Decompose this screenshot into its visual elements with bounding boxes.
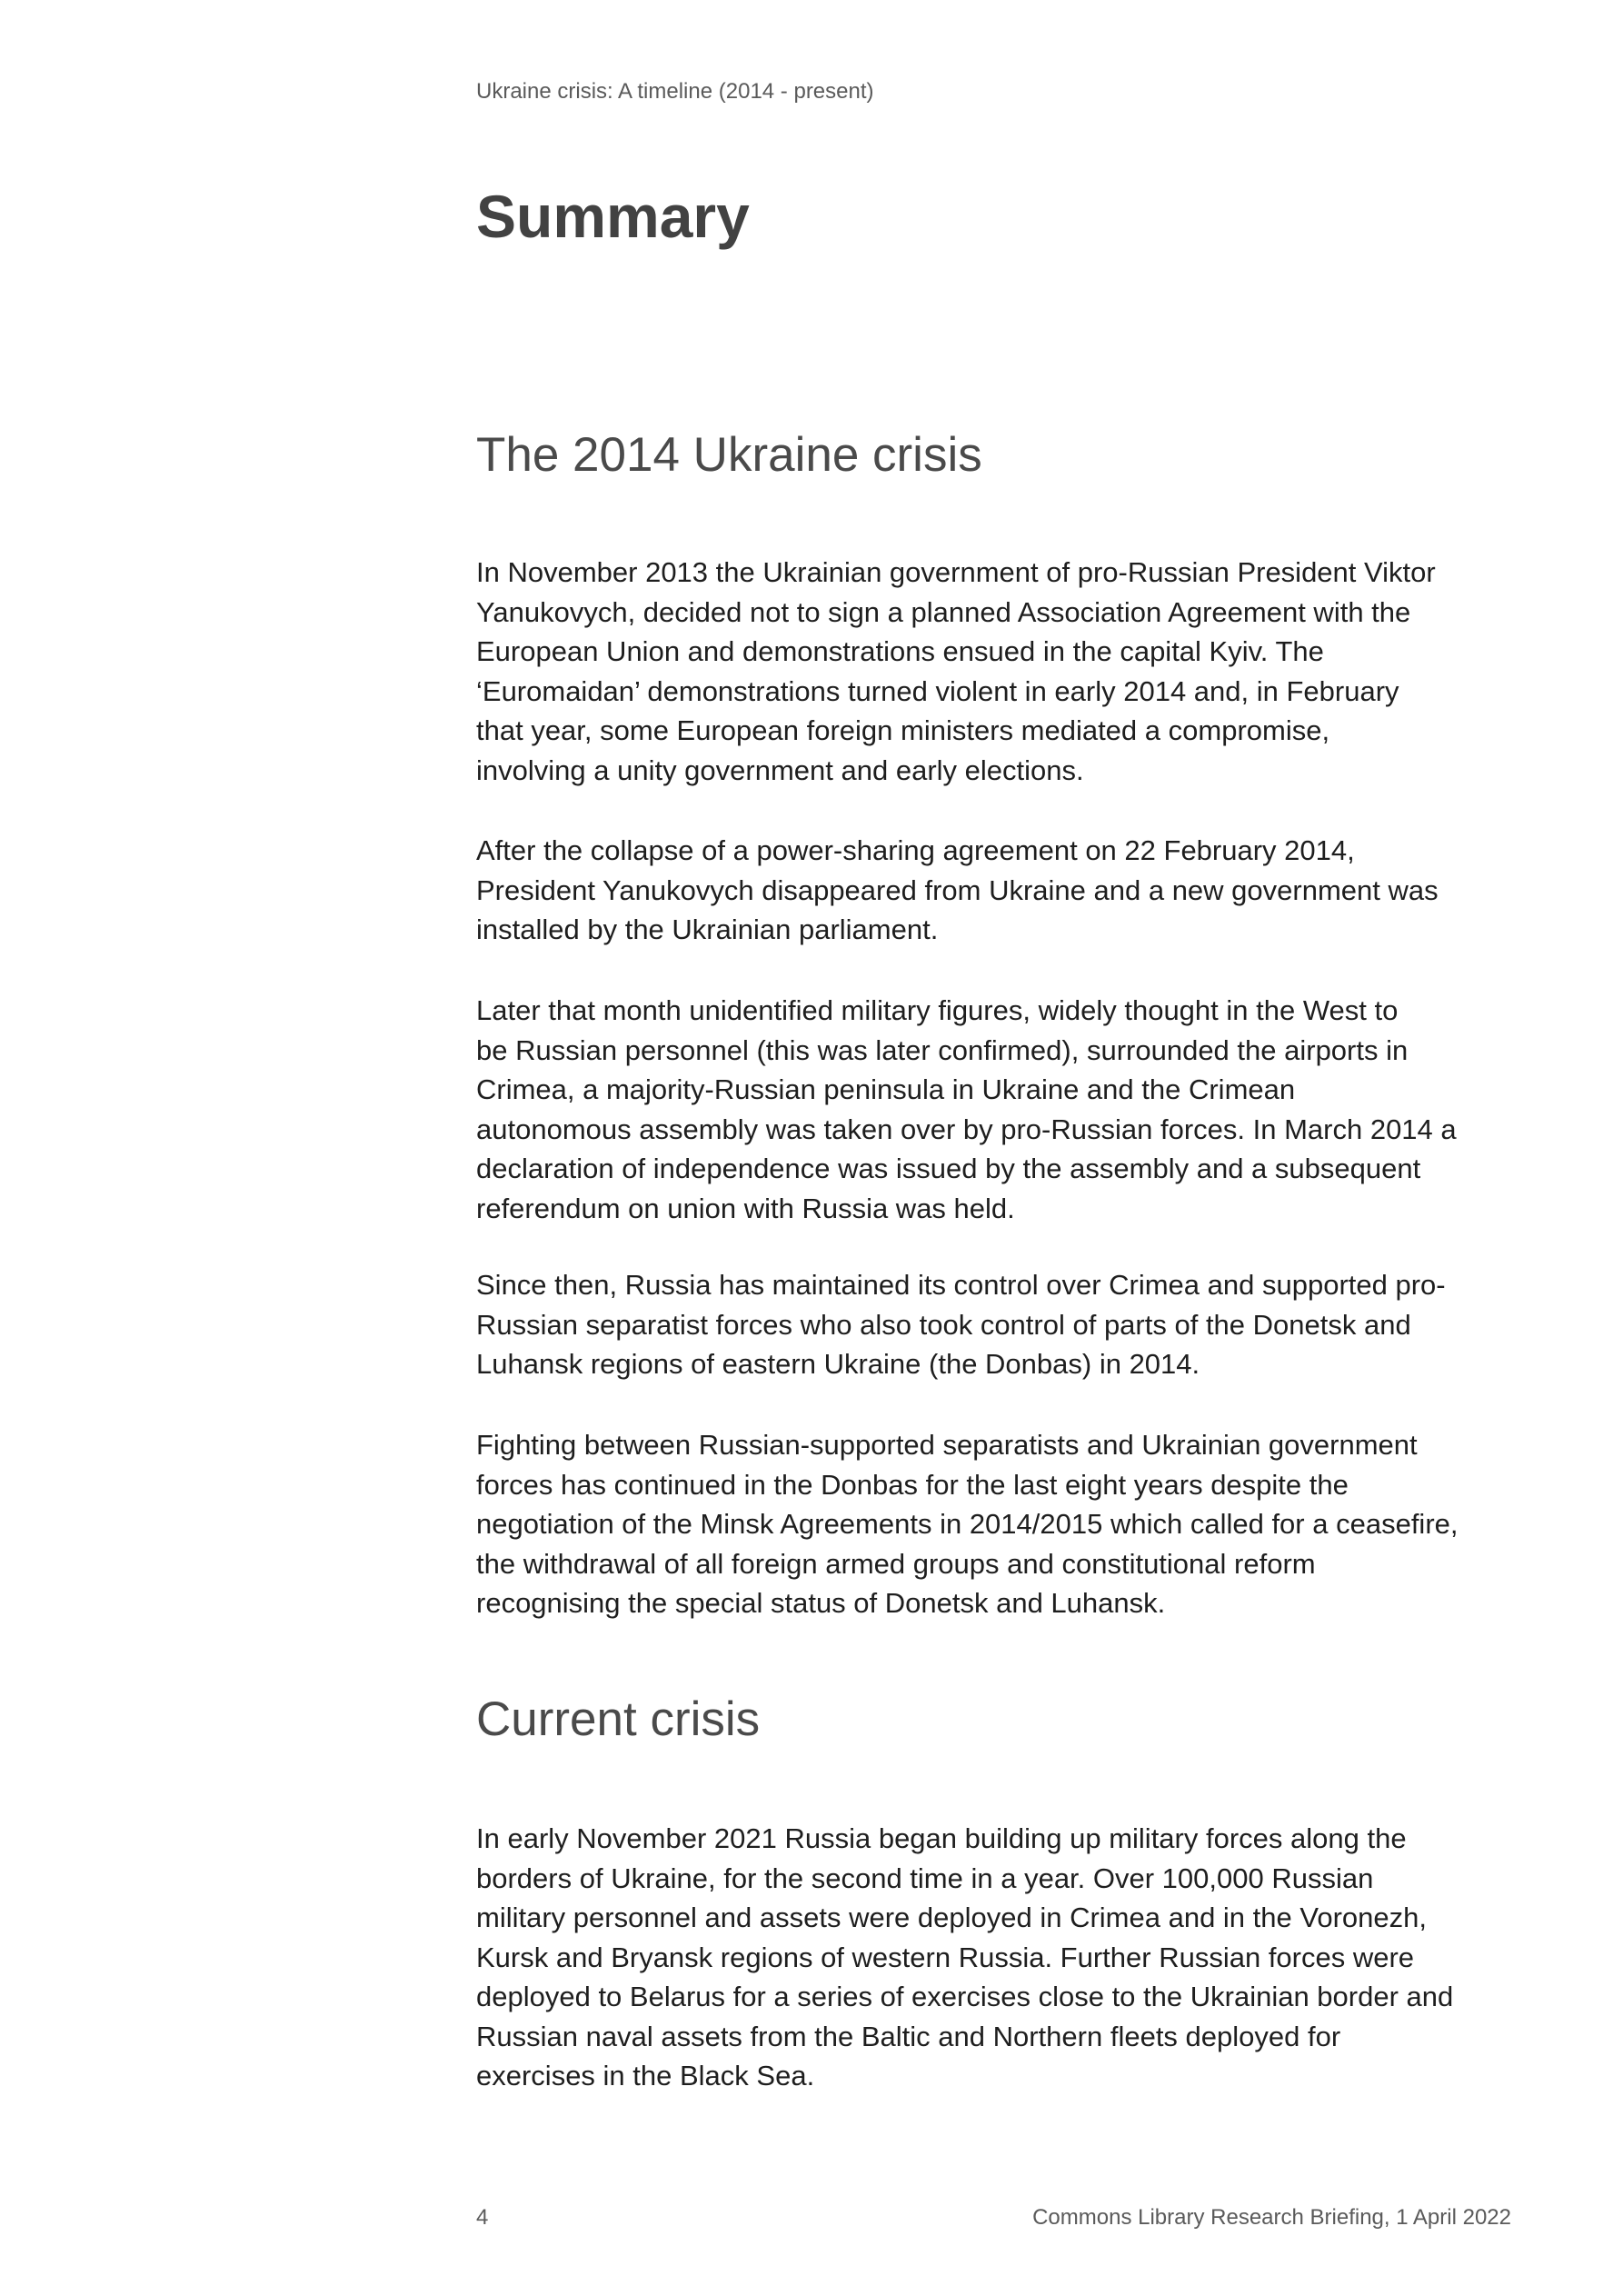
paragraph-line: autonomous assembly was taken over by pro-Russian forces. In March 2014 a (476, 1113, 1457, 1145)
paragraph (476, 1265, 1521, 1384)
paragraph-line: Kursk and Bryansk regions of western Russia. Further Russian forces were (476, 1941, 1415, 1973)
paragraph-line: Later that month unidentified military figures, widely thought in the West to (476, 994, 1399, 1026)
paragraph-line: ‘Euromaidan’ demonstrations turned violent in early 2014 and, in February (476, 674, 1399, 707)
paragraph-line: European Union and demonstrations ensued in the capital Kyiv. The (476, 635, 1324, 667)
paragraph-line: Russian naval assets from the Baltic and Northern fleets deployed for (476, 2020, 1341, 2052)
running-header: Ukraine crisis: A timeline (2014 - present) (476, 79, 874, 104)
paragraph-line: the withdrawal of all foreign armed groups and constitutional reform (476, 1547, 1316, 1580)
paragraph (476, 991, 1521, 1228)
footer-source: Commons Library Research Briefing, 1 April 2022 (1032, 2205, 1511, 2230)
paragraph-line: negotiation of the Minsk Agreements in 2014/2015 which called for a ceasefire, (476, 1508, 1459, 1540)
paragraph-line: President Yanukovych disappeared from Ukraine and a new government was (476, 873, 1439, 906)
paragraph-line: exercises in the Black Sea. (476, 2060, 815, 2091)
section-heading-current-crisis: Current crisis (476, 1692, 761, 1746)
paragraph-line: referendum on union with Russia was held. (476, 1192, 1015, 1224)
paragraph-line: Russian separatist forces who also took control of parts of the Donetsk and (476, 1308, 1411, 1341)
page-number: 4 (476, 2205, 489, 2230)
page-title: Summary (476, 183, 750, 250)
section-heading-2014-crisis: The 2014 Ukraine crisis (476, 428, 982, 482)
paragraph-line: borders of Ukraine, for the second time in a year. Over 100,000 Russian (476, 1862, 1374, 1894)
paragraph-line: installed by the Ukrainian parliament. (476, 913, 939, 945)
paragraph-line: After the collapse of a power-sharing agreement on 22 February 2014, (476, 834, 1355, 866)
paragraph-line: deployed to Belarus for a series of exercises close to the Ukrainian border and (476, 1981, 1454, 2012)
paragraph-line: Fighting between Russian-supported separatists and Ukrainian government (476, 1429, 1418, 1461)
paragraph (476, 1819, 1521, 2096)
paragraph-line: recognising the special status of Donetsk and Luhansk. (476, 1587, 1166, 1619)
paragraph-line: Crimea, a majority-Russian peninsula in Ukraine and the Crimean (476, 1073, 1296, 1105)
paragraph-line: involving a unity government and early elections. (476, 754, 1084, 786)
paragraph-line: be Russian personnel (this was later confirmed), surrounded the airports in (476, 1033, 1409, 1066)
paragraph (476, 831, 1521, 950)
paragraph-line: that year, some European foreign ministers mediated a compromise, (476, 714, 1330, 746)
paragraph-line: Yanukovych, decided not to sign a planned Association Agreement with the (476, 595, 1411, 628)
paragraph-line: Since then, Russia has maintained its control over Crimea and supported pro- (476, 1269, 1446, 1301)
paragraph (476, 553, 1521, 790)
paragraph-line: military personnel and assets were deployed in Crimea and in the Voronezh, (476, 1902, 1427, 1933)
paragraph-line: In early November 2021 Russia began building up military forces along the (476, 1822, 1407, 1854)
paragraph-line: In November 2013 the Ukrainian government of pro-Russian President Viktor (476, 556, 1436, 588)
paragraph-line: forces has continued in the Donbas for the last eight years despite the (476, 1468, 1349, 1501)
paragraph-line: Luhansk regions of eastern Ukraine (the Donbas) in 2014. (476, 1348, 1200, 1380)
paragraph-line: declaration of independence was issued by the assembly and a subsequent (476, 1153, 1421, 1184)
paragraph (476, 1425, 1521, 1623)
